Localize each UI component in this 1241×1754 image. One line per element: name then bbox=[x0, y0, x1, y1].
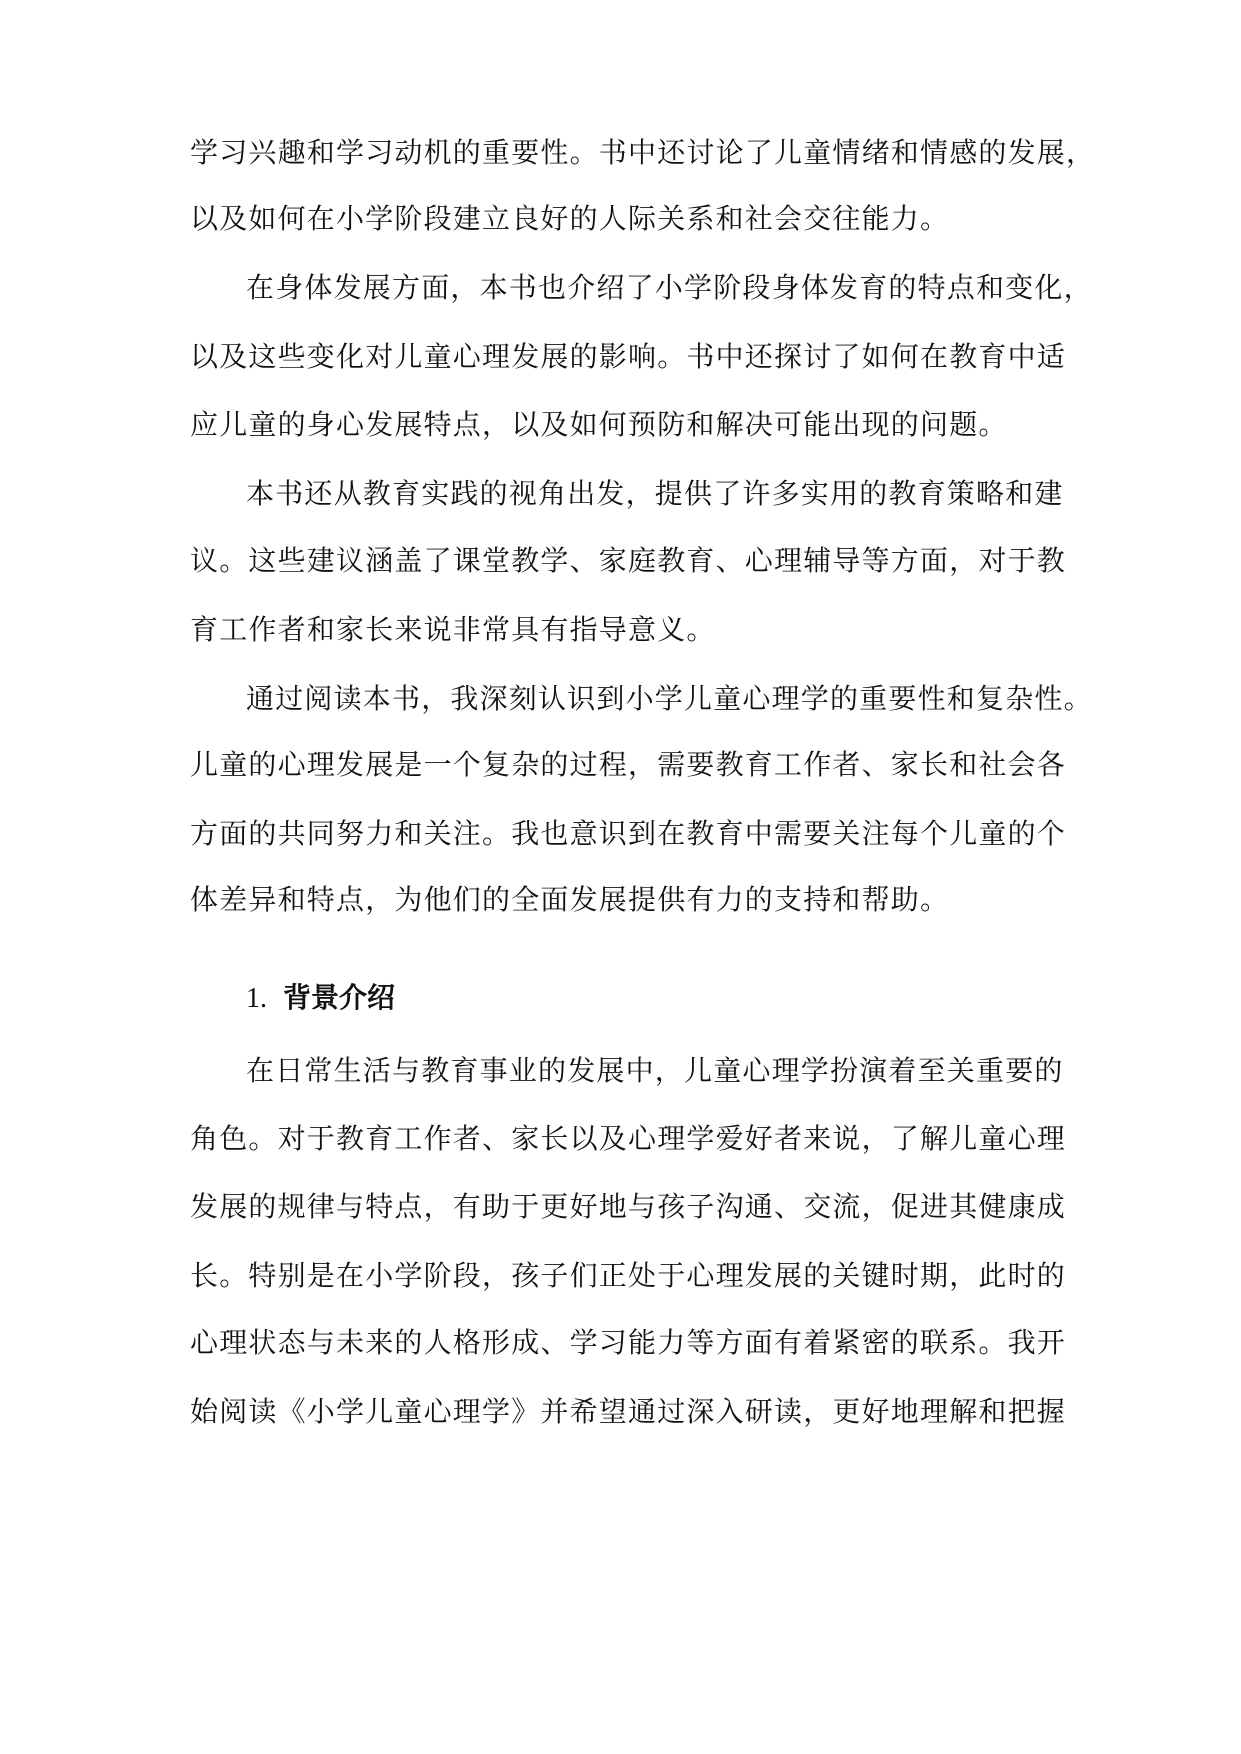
paragraph-line: 在身体发展方面，本书也介绍了小学阶段身体发育的特点和变化， bbox=[246, 271, 1093, 304]
paragraph-line: 始阅读《小学儿童心理学》并希望通过深入研读，更好地理解和把握 bbox=[190, 1395, 1067, 1428]
paragraph-line: 儿童的心理发展是一个复杂的过程，需要教育工作者、家长和社会各 bbox=[190, 748, 1067, 781]
paragraph-line: 心理状态与未来的人格形成、学习能力等方面有着紧密的联系。我开 bbox=[190, 1326, 1067, 1359]
section-number: 1. bbox=[246, 983, 267, 1014]
paragraph-line: 发展的规律与特点，有助于更好地与孩子沟通、交流，促进其健康成 bbox=[190, 1190, 1067, 1223]
paragraph-line: 体差异和特点，为他们的全面发展提供有力的支持和帮助。 bbox=[190, 883, 950, 916]
section-heading bbox=[246, 978, 395, 1019]
paragraph-line: 育工作者和家长来说非常具有指导意义。 bbox=[190, 613, 716, 646]
paragraph-line: 方面的共同努力和关注。我也意识到在教育中需要关注每个儿童的个 bbox=[190, 817, 1067, 850]
paragraph-line: 应儿童的身心发展特点，以及如何预防和解决可能出现的问题。 bbox=[190, 408, 1008, 441]
paragraph-line: 以及如何在小学阶段建立良好的人际关系和社会交往能力。 bbox=[190, 202, 950, 235]
paragraph-line: 学习兴趣和学习动机的重要性。书中还讨论了儿童情绪和情感的发展， bbox=[190, 136, 1096, 169]
paragraph-line: 角色。对于教育工作者、家长以及心理学爱好者来说，了解儿童心理 bbox=[190, 1122, 1067, 1155]
paragraph-line: 长。特别是在小学阶段，孩子们正处于心理发展的关键时期，此时的 bbox=[190, 1259, 1067, 1292]
paragraph-line: 以及这些变化对儿童心理发展的影响。书中还探讨了如何在教育中适 bbox=[190, 340, 1067, 373]
paragraph-line: 议。这些建议涵盖了课堂教学、家庭教育、心理辅导等方面，对于教 bbox=[190, 544, 1067, 577]
paragraph-line: 通过阅读本书，我深刻认识到小学儿童心理学的重要性和复杂性。 bbox=[246, 682, 1093, 715]
paragraph-line: 在日常生活与教育事业的发展中，儿童心理学扮演着至关重要的 bbox=[246, 1054, 1064, 1087]
section-title: 背景介绍 bbox=[283, 981, 396, 1014]
paragraph-line: 本书还从教育实践的视角出发，提供了许多实用的教育策略和建 bbox=[246, 477, 1064, 510]
